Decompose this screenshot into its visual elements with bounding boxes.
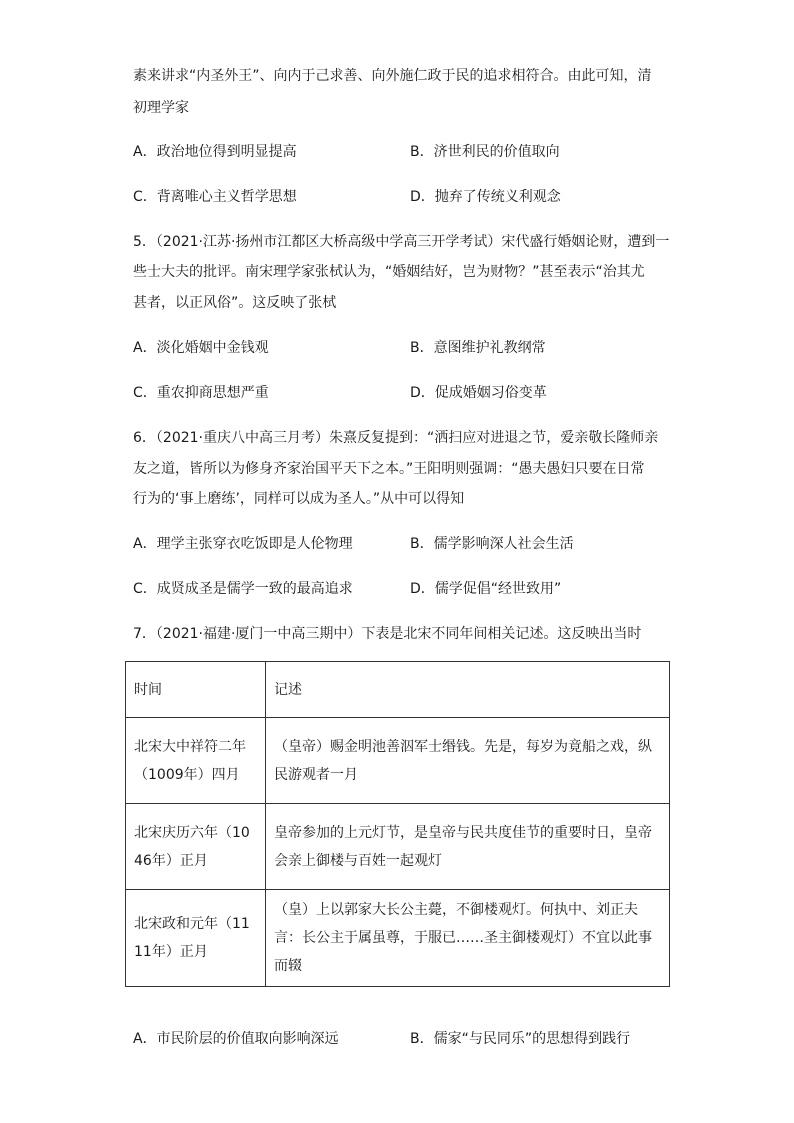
table-header-time: 时间 xyxy=(126,662,266,718)
q7-record-table xyxy=(125,661,670,987)
q5-option-a: A．淡化婚姻中金钱观 xyxy=(133,340,269,356)
q4-stem-line-2: 初理学家 xyxy=(133,100,189,116)
q5-option-d: D．促成婚姻习俗变革 xyxy=(410,385,547,401)
q5-option-b: B．意图维护礼教纲常 xyxy=(410,340,546,356)
table-row xyxy=(126,890,670,987)
q6-option-c: C．成贤成圣是儒学一致的最高追求 xyxy=(133,581,353,597)
q5-stem-line-2: 些士大夫的批评。南宋理学家张栻认为，“婚姻结好，岂为财物？”甚至表示“治其尤 xyxy=(133,264,645,280)
q4-stem-line-1: 素来讲求“内圣外王”、向内于己求善、向外施仁政于民的追求相符合。由此可知，清 xyxy=(133,68,652,84)
q6-stem-line-2: 友之道，皆所以为修身齐家治国平天下之本。”王阳明则强调：“愚夫愚妇只要在日常 xyxy=(133,461,645,477)
table-cell-time: 北宋政和元年（1111年）正月 xyxy=(134,916,250,960)
q7-option-b: B．儒家“与民同乐”的思想得到践行 xyxy=(410,1031,631,1047)
q4-option-d: D．抛弃了传统义利观念 xyxy=(410,189,561,205)
q6-stem-line-3: 行为的‘事上磨练’，同样可以成为圣人。”从中可以得知 xyxy=(133,491,465,507)
table-cell-record: 皇帝参加的上元灯节，是皇帝与民共度佳节的重要时日，皇帝会亲上御楼与百姓一起观灯 xyxy=(274,824,652,869)
q6-stem-line-1: 6．（2021·重庆八中高三月考）朱熹反复提到：“洒扫应对进退之节，爱亲敬长隆师亲 xyxy=(133,430,659,446)
q6-option-d: D．儒学促倡“经世致用” xyxy=(410,581,562,597)
q5-stem-line-1: 5．（2021·江苏·扬州市江都区大桥高级中学高三开学考试）宋代盛行婚姻论财，遭到一 xyxy=(133,234,670,250)
table-row xyxy=(126,718,670,804)
q6-option-a: A．理学主张穿衣吃饭即是人伦物理 xyxy=(133,536,353,552)
q5-option-c: C．重农抑商思想严重 xyxy=(133,385,269,401)
q7-stem-line-1: 7．（2021·福建·厦门一中高三期中）下表是北宋不同年间相关记述。这反映出当时 xyxy=(133,626,642,642)
table-cell-record: （皇）上以郭家大长公主薨，不御楼观灯。何执中、刘正夫言：长公主于属虽尊，于服已……圣主御楼观灯）不宜以此事而辍 xyxy=(274,902,652,974)
table-cell-record: （皇帝）赐金明池善泅军士缗钱。先是，每岁为竟船之戏，纵民游观者一月 xyxy=(274,738,652,783)
table-row xyxy=(126,804,670,890)
q7-option-a: A．市民阶层的价值取向影响深远 xyxy=(133,1031,339,1047)
q4-option-a: A．政治地位得到明显提高 xyxy=(133,144,297,160)
q4-option-c: C．背离唯心主义哲学思想 xyxy=(133,189,297,205)
q5-stem-line-3: 甚者，以正风俗”。这反映了张栻 xyxy=(133,295,337,311)
table-header-row xyxy=(126,662,670,718)
table-header-record: 记述 xyxy=(266,662,670,718)
table-cell-time: 北宋大中祥符二年（1009年）四月 xyxy=(134,738,246,783)
q4-option-b: B．济世利民的价值取向 xyxy=(410,144,560,160)
q6-option-b: B．儒学影响深人社会生活 xyxy=(410,536,574,552)
table-cell-time: 北宋庆历六年（1046年）正月 xyxy=(134,824,250,869)
